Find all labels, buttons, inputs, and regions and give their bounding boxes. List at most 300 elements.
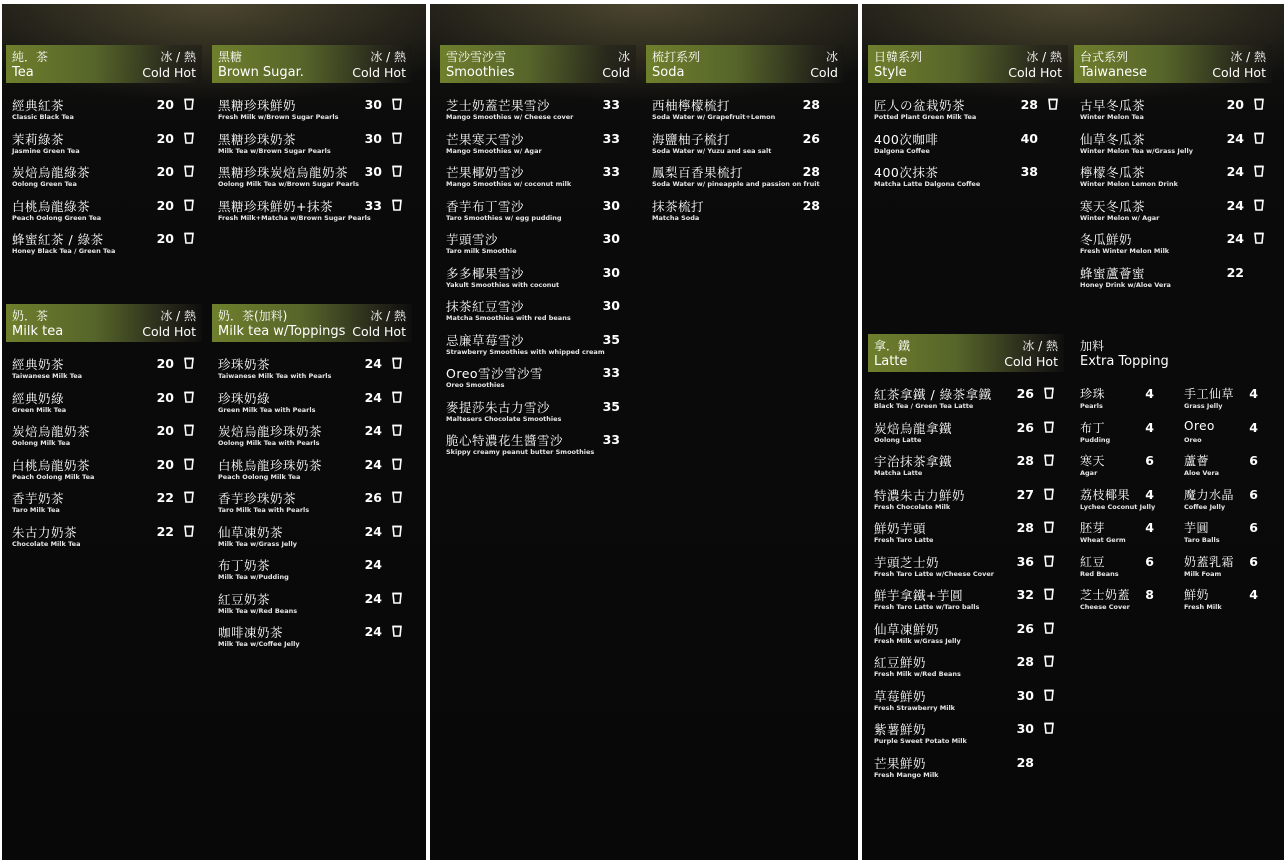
menu-item-price: 22: [156, 490, 174, 505]
topping-name-zh: 鮮奶: [1184, 588, 1210, 602]
menu-item-name-zh: 芝士奶蓋芒果雪沙: [446, 98, 551, 113]
menu-item-name-en: Oolong Green Tea: [12, 180, 77, 188]
menu-item-list: [212, 95, 412, 229]
hot-cup-icon: [392, 199, 402, 211]
menu-item-name-zh: 多多椰果雪沙: [446, 265, 525, 281]
menu-item: [212, 421, 412, 455]
menu-item-name-en: Fresh Chocolate Milk: [874, 502, 951, 511]
menu-item-name-zh: 香芋奶茶: [12, 491, 65, 506]
temperature-header-zh: 冰 / 熱: [1230, 50, 1266, 64]
section-milk-tea-toppings: [212, 304, 412, 664]
menu-item-name-zh: 珍珠奶茶: [218, 357, 271, 372]
hot-cup-icon: [184, 98, 194, 110]
topping-item: [1178, 518, 1278, 552]
menu-item-name-en: Fresh Mango Milk: [874, 770, 939, 779]
topping-price: 4: [1145, 419, 1154, 435]
menu-item-price: 20: [156, 423, 174, 438]
menu-item-name-en: Milk Tea w/Grass Jelly: [218, 539, 297, 548]
topping-name-en: Fresh Milk: [1184, 603, 1222, 611]
menu-item-price: 24: [364, 523, 382, 539]
menu-item-list: [868, 95, 1068, 196]
menu-item: [646, 95, 844, 129]
menu-item-name-zh: 宇治抹茶拿鐵: [874, 454, 953, 469]
menu-item-name-en: Fresh Winter Melon Milk: [1080, 247, 1170, 255]
topping-item: [1074, 451, 1174, 485]
menu-item-name-zh: 黑糖珍珠奶茶: [218, 131, 297, 147]
hot-cup-icon: [184, 525, 194, 537]
menu-item-price: 28: [802, 97, 820, 112]
menu-item-name-en: Honey Black Tea / Green Tea: [12, 247, 116, 255]
hot-cup-icon: [1044, 722, 1054, 734]
menu-item-name-zh: 炭焙烏龍綠茶: [12, 165, 91, 180]
hot-cup-icon: [392, 458, 402, 470]
topping-name-zh: 魔力水晶: [1184, 487, 1235, 502]
menu-item-name-zh: 紫薯鮮奶: [874, 722, 927, 737]
menu-item-name-zh: 經典奶茶: [12, 357, 65, 372]
menu-item-name-en: Winter Melon Lemon Drink: [1080, 180, 1178, 188]
menu-item-name-en: Milk Tea w/Pudding: [218, 573, 289, 581]
hot-cup-icon: [184, 232, 194, 244]
menu-item: [440, 129, 636, 163]
menu-item-name-en: Mango Smoothies w/ coconut milk: [446, 180, 572, 188]
menu-item-name-en: Skippy creamy peanut butter Smoothies: [446, 448, 595, 456]
menu-item: [6, 162, 202, 196]
temperature-header-zh: 冰 / 熱: [160, 50, 196, 64]
hot-cup-icon: [1044, 622, 1054, 634]
section-title-zh: 奶．茶(加料): [218, 309, 288, 323]
menu-item-name-en: Oolong Milk Tea w/Brown Sugar Pearls: [218, 180, 359, 188]
menu-item-price: 20: [156, 356, 174, 371]
menu-item: [1074, 129, 1272, 163]
menu-item: [868, 485, 1064, 519]
temperature-header-zh: 冰: [825, 50, 838, 64]
menu-item-name-en: Dalgona Coffee: [874, 146, 930, 155]
menu-item-name-en: Chocolate Milk Tea: [12, 539, 81, 548]
hot-cup-icon: [392, 391, 402, 403]
topping-name-zh: 珍珠: [1080, 387, 1106, 401]
temperature-header-en: Cold Hot: [352, 65, 406, 80]
menu-item-name-en: Soda Water w/ Yuzu and sea salt: [652, 146, 772, 155]
menu-item: [212, 162, 412, 196]
topping-name-en: Wheat Germ: [1080, 536, 1126, 544]
menu-panel-middle: [430, 4, 858, 860]
menu-item-name-zh: 黑糖珍珠炭焙烏龍奶茶: [218, 165, 349, 180]
menu-item-name-zh: 400次抹茶: [874, 165, 939, 180]
hot-cup-icon: [184, 458, 194, 470]
section-header: [868, 334, 1064, 372]
menu-item-name-zh: 珍珠奶綠: [218, 390, 271, 406]
menu-item: [1074, 229, 1272, 263]
topping-price: 4: [1145, 386, 1154, 401]
menu-item-name-en: Taro Smoothies w/ egg pudding: [446, 213, 562, 222]
section-header: [868, 45, 1068, 83]
menu-item-name-en: Honey Drink w/Aloe Vera: [1080, 280, 1171, 289]
menu-item: [440, 296, 636, 330]
menu-item-price: 24: [1226, 197, 1244, 213]
menu-item: [1074, 95, 1272, 129]
menu-item: [6, 129, 202, 163]
menu-item: [868, 552, 1064, 586]
menu-item-name-en: Mango Smoothies w/ Cheese cover: [446, 113, 574, 121]
menu-item: [868, 384, 1064, 418]
menu-item-name-zh: 特濃朱古力鮮奶: [874, 487, 966, 503]
section-title-zh: 奶．茶: [12, 309, 49, 323]
menu-item-name-zh: 芋頭雪沙: [446, 232, 499, 247]
topping-name-zh: 奶蓋乳霜: [1184, 554, 1235, 569]
section-title-zh: 純．茶: [12, 50, 49, 64]
topping-item: [1074, 485, 1174, 519]
hot-cup-icon: [392, 357, 402, 369]
topping-price: 6: [1249, 453, 1258, 468]
menu-item-price: 20: [1226, 97, 1244, 112]
hot-cup-icon: [1254, 132, 1264, 144]
menu-item-price: 20: [156, 130, 174, 146]
menu-item-list: [646, 95, 844, 229]
menu-item: [1074, 196, 1272, 230]
menu-item-price: 28: [1016, 654, 1034, 669]
section-title-en: Brown Sugar.: [218, 65, 304, 80]
topping-item: [1178, 585, 1278, 619]
menu-item: [1074, 263, 1272, 297]
menu-item: [212, 488, 412, 522]
menu-item-price: 26: [1016, 620, 1034, 636]
menu-item-name-zh: 麥提莎朱古力雪沙: [446, 399, 551, 415]
menu-item-name-en: Fresh Taro Latte w/Cheese Cover: [874, 569, 994, 578]
hot-cup-icon: [1254, 98, 1264, 110]
menu-item-name-zh: 炭焙烏龍珍珠奶茶: [218, 424, 323, 439]
menu-item-name-en: Yakult Smoothies with coconut: [446, 280, 560, 289]
topping-name-en: Milk Foam: [1184, 569, 1222, 578]
menu-item: [868, 95, 1068, 129]
menu-item-name-zh: 紅茶拿鐵 / 綠茶拿鐵: [874, 387, 992, 402]
menu-item-name-zh: 白桃烏龍綠茶: [12, 198, 91, 214]
temperature-header-en: Cold Hot: [1212, 65, 1266, 80]
hot-cup-icon: [392, 592, 402, 604]
hot-cup-icon: [1044, 655, 1054, 667]
topping-price: 6: [1145, 553, 1154, 569]
topping-list: [1074, 384, 1174, 619]
menu-item-price: 30: [364, 130, 382, 146]
menu-item-name-zh: 鳳梨百香果梳打: [652, 165, 744, 180]
hot-cup-icon: [1254, 165, 1264, 177]
menu-item-name-zh: 經典紅茶: [12, 98, 65, 113]
temperature-header-zh: 冰 / 熱: [1022, 339, 1058, 353]
menu-item-name-zh: 經典奶綠: [12, 390, 65, 406]
section-header: [1074, 334, 1274, 372]
menu-item-price: 35: [602, 398, 620, 414]
menu-item: [868, 585, 1064, 619]
hot-cup-icon: [392, 525, 402, 537]
menu-item-name-en: Strawberry Smoothies with whipped cream: [446, 347, 605, 356]
menu-item: [440, 229, 636, 263]
menu-item-price: 24: [364, 557, 382, 572]
topping-item: [1178, 552, 1278, 586]
menu-item: [440, 363, 636, 397]
menu-item-name-en: Fresh Strawberry Milk: [874, 703, 956, 712]
menu-item-name-en: Taiwanese Milk Tea with Pearls: [218, 372, 332, 380]
section-title-en: Extra Topping: [1080, 354, 1169, 369]
topping-name-en: Coffee Jelly: [1184, 502, 1226, 511]
topping-item: [1074, 418, 1174, 452]
menu-item-name-zh: 草莓鮮奶: [874, 688, 927, 704]
menu-item-name-zh: 海鹽柚子梳打: [652, 131, 731, 147]
topping-price: 6: [1249, 486, 1258, 502]
temperature-header-en: Cold Hot: [1008, 65, 1062, 80]
hot-cup-icon: [184, 491, 194, 503]
menu-item-price: 33: [602, 432, 620, 447]
menu-item-name-en: Purple Sweet Potato Milk: [874, 737, 967, 745]
menu-item-price: 33: [602, 365, 620, 380]
menu-item-name-zh: 冬瓜鮮奶: [1080, 232, 1133, 247]
menu-item-name-zh: 黑糖珍珠鮮奶+抹茶: [218, 198, 333, 214]
temperature-header-zh: 冰 / 熱: [370, 50, 406, 64]
menu-item: [212, 129, 412, 163]
menu-item-name-zh: 紅豆奶茶: [218, 591, 271, 607]
menu-item-name-zh: 蜂蜜蘆薈蜜: [1080, 265, 1146, 281]
menu-item-name-en: Oreo Smoothies: [446, 381, 505, 389]
menu-item: [212, 196, 412, 230]
menu-item-name-zh: 芒果寒天雪沙: [446, 131, 525, 147]
menu-item-name-zh: 仙草凍奶茶: [218, 524, 284, 540]
menu-item: [868, 652, 1064, 686]
menu-item: [212, 95, 412, 129]
topping-name-zh: 手工仙草: [1184, 387, 1235, 401]
menu-item-price: 22: [156, 523, 174, 539]
menu-item: [868, 162, 1068, 196]
menu-item-name-en: Matcha Smoothies with red beans: [446, 314, 571, 322]
menu-item: [440, 196, 636, 230]
temperature-header-en: Cold Hot: [142, 324, 196, 339]
menu-item: [6, 354, 202, 388]
menu-item-name-zh: 咖啡凍奶茶: [218, 625, 284, 640]
menu-item-name-en: Peach Oolong Milk Tea: [12, 472, 95, 481]
section-title-zh: 拿．鐵: [874, 339, 911, 353]
menu-item-name-en: Green Milk Tea with Pearls: [218, 405, 316, 414]
menu-item: [440, 430, 636, 464]
menu-item-name-en: Soda Water w/ pineapple and passion on fruit: [652, 180, 820, 188]
section-header: [6, 304, 202, 342]
topping-name-en: Taro Balls: [1184, 536, 1220, 544]
topping-price: 4: [1145, 520, 1154, 535]
menu-item: [868, 753, 1064, 787]
menu-item-list: [6, 95, 202, 263]
menu-item-price: 28: [1016, 453, 1034, 468]
menu-item-name-en: Fresh Milk w/Grass Jelly: [874, 636, 961, 645]
menu-item-price: 26: [1016, 419, 1034, 435]
menu-item-price: 20: [156, 231, 174, 246]
menu-item-name-zh: 黑糖珍珠鮮奶: [218, 98, 297, 113]
menu-item-name-zh: 仙草冬瓜茶: [1080, 131, 1146, 147]
menu-item-price: 24: [364, 456, 382, 472]
menu-item: [1074, 162, 1272, 196]
menu-item-price: 24: [1226, 164, 1244, 179]
menu-item-name-en: Oolong Milk Tea: [12, 439, 71, 447]
temperature-header-en: Cold: [602, 65, 630, 80]
section-title-en: Milk tea w/Toppings: [218, 324, 346, 339]
menu-item-price: 30: [602, 231, 620, 246]
menu-item-price: 26: [364, 490, 382, 505]
topping-name-en: Oreo: [1184, 435, 1202, 444]
menu-item-name-zh: 芋頭芝士奶: [874, 554, 940, 570]
menu-item: [440, 263, 636, 297]
menu-item: [6, 388, 202, 422]
section-title-en: Smoothies: [446, 65, 515, 80]
menu-item-list: [1074, 95, 1272, 296]
hot-cup-icon: [392, 491, 402, 503]
section-title-zh: 台式系列: [1080, 50, 1129, 64]
menu-item-name-zh: 布丁奶茶: [218, 558, 271, 573]
hot-cup-icon: [184, 165, 194, 177]
menu-item-name-en: Oolong Latte: [874, 435, 922, 444]
topping-price: 4: [1145, 486, 1154, 502]
menu-item-list: [212, 354, 412, 656]
menu-item-price: 24: [1226, 231, 1244, 246]
topping-name-zh: 胚芽: [1080, 521, 1106, 535]
menu-item: [440, 397, 636, 431]
menu-item: [440, 162, 636, 196]
temperature-header-zh: 冰 / 熱: [160, 309, 196, 323]
menu-item-name-zh: 脆心特濃花生醬雪沙: [446, 433, 564, 448]
hot-cup-icon: [1044, 454, 1054, 466]
menu-item-name-zh: 抹茶紅豆雪沙: [446, 299, 525, 314]
topping-item: [1074, 384, 1174, 418]
menu-item-name-zh: 檸檬冬瓜茶: [1080, 165, 1146, 180]
menu-item: [868, 719, 1064, 753]
menu-item: [212, 622, 412, 656]
menu-item-price: 26: [802, 130, 820, 146]
temperature-header-en: Cold Hot: [352, 324, 406, 339]
menu-item-name-zh: 蜂蜜紅茶 / 綠茶: [12, 232, 104, 247]
hot-cup-icon: [1044, 421, 1054, 433]
menu-item: [440, 95, 636, 129]
menu-item: [6, 488, 202, 522]
menu-item-name-zh: 匠人の盆栽奶茶: [874, 98, 966, 113]
section-title-en: Style: [874, 65, 907, 80]
hot-cup-icon: [392, 625, 402, 637]
menu-item-name-zh: 炭焙烏龍奶茶: [12, 424, 91, 439]
topping-item: [1074, 585, 1174, 619]
section-latte: [868, 334, 1064, 794]
hot-cup-icon: [184, 199, 194, 211]
menu-item-price: 28: [802, 197, 820, 213]
topping-name-en: Pudding: [1080, 435, 1111, 444]
menu-item-name-zh: 茉莉綠茶: [12, 131, 65, 147]
topping-price: 6: [1249, 553, 1258, 569]
menu-item-name-zh: Oreo雪沙雪沙雪: [446, 366, 544, 381]
menu-item-name-zh: 鮮芋拿鐵+芋圓: [874, 588, 963, 603]
menu-item-name-en: Milk Tea w/Coffee Jelly: [218, 640, 300, 648]
menu-item-name-zh: 鮮奶芋頭: [874, 521, 927, 536]
menu-item: [212, 354, 412, 388]
menu-item-price: 24: [364, 423, 382, 438]
menu-item-price: 20: [156, 456, 174, 472]
section-title-en: Milk tea: [12, 324, 64, 339]
hot-cup-icon: [1044, 588, 1054, 600]
menu-item-name-en: Winter Melon w/ Agar: [1080, 213, 1160, 222]
section-taiwanese: [1074, 45, 1272, 305]
menu-item-price: 32: [1016, 587, 1034, 602]
hot-cup-icon: [1254, 199, 1264, 211]
menu-item: [868, 619, 1064, 653]
menu-item-name-en: Fresh Taro Latte: [874, 536, 934, 544]
hot-cup-icon: [184, 391, 194, 403]
topping-name-zh: 芝士奶蓋: [1080, 588, 1131, 602]
menu-item-list: [440, 95, 636, 464]
section-header: [212, 45, 412, 83]
menu-item-price: 20: [156, 197, 174, 213]
menu-item-price: 28: [1020, 97, 1038, 112]
menu-item-price: 28: [802, 164, 820, 179]
menu-item-price: 33: [602, 97, 620, 112]
menu-item-name-en: Winter Melon Tea w/Grass Jelly: [1080, 146, 1193, 155]
menu-item: [212, 522, 412, 556]
section-title-en: Taiwanese: [1080, 65, 1147, 80]
section-title-en: Soda: [652, 65, 685, 80]
topping-item: [1178, 418, 1278, 452]
menu-item: [6, 421, 202, 455]
menu-item-price: 26: [1016, 386, 1034, 401]
menu-item-name-en: Milk Tea w/Red Beans: [218, 606, 298, 615]
menu-item-name-en: Matcha Latte: [874, 469, 923, 477]
topping-price: 6: [1145, 453, 1154, 468]
menu-item-name-en: Milk Tea w/Brown Sugar Pearls: [218, 146, 331, 155]
section-header: [212, 304, 412, 342]
menu-item: [6, 95, 202, 129]
menu-item-name-en: Winter Melon Tea: [1080, 113, 1144, 121]
temperature-header-zh: 冰 / 熱: [370, 309, 406, 323]
menu-item-price: 28: [1016, 520, 1034, 535]
section-title-zh: 日韓系列: [874, 50, 923, 64]
section-header: [6, 45, 202, 83]
topping-name-en: Lychee Coconut Jelly: [1080, 502, 1156, 511]
menu-item-price: 20: [156, 97, 174, 112]
menu-item-list: [868, 384, 1064, 786]
menu-item-price: 24: [1226, 130, 1244, 146]
menu-item-name-zh: 西柚檸檬梳打: [652, 98, 731, 113]
menu-item-name-zh: 炭焙烏龍拿鐵: [874, 420, 953, 436]
menu-item-name-zh: 朱古力奶茶: [12, 524, 78, 540]
menu-item-name-en: Soda Water w/ Grapefruit+Lemon: [652, 113, 776, 121]
topping-item: [1178, 451, 1278, 485]
menu-item-name-en: Jasmine Green Tea: [12, 146, 80, 155]
section-milk-tea: [6, 304, 202, 584]
menu-item: [646, 162, 844, 196]
menu-item-price: 28: [1016, 754, 1034, 770]
hot-cup-icon: [184, 132, 194, 144]
menu-item-price: 38: [1020, 164, 1038, 179]
menu-item: [646, 129, 844, 163]
menu-item: [212, 555, 412, 589]
menu-item-name-en: Fresh Milk w/Red Beans: [874, 670, 961, 678]
menu-item: [440, 330, 636, 364]
section-title-zh: 梳打系列: [652, 50, 701, 64]
menu-item: [6, 196, 202, 230]
menu-item: [868, 518, 1064, 552]
menu-item: [212, 589, 412, 623]
section-header: [646, 45, 844, 83]
menu-item-price: 24: [364, 624, 382, 639]
topping-name-zh: 紅豆: [1080, 554, 1106, 569]
menu-item-name-zh: 香芋布丁雪沙: [446, 198, 525, 214]
menu-item-name-zh: 仙草凍鮮奶: [874, 621, 940, 637]
section-smoothies: [440, 45, 636, 465]
temperature-header-en: Cold Hot: [142, 65, 196, 80]
hot-cup-icon: [392, 98, 402, 110]
menu-item-price: 30: [602, 197, 620, 213]
menu-item-price: 24: [364, 590, 382, 606]
menu-item-price: 20: [156, 389, 174, 405]
topping-name-en: Grass Jelly: [1184, 402, 1223, 410]
